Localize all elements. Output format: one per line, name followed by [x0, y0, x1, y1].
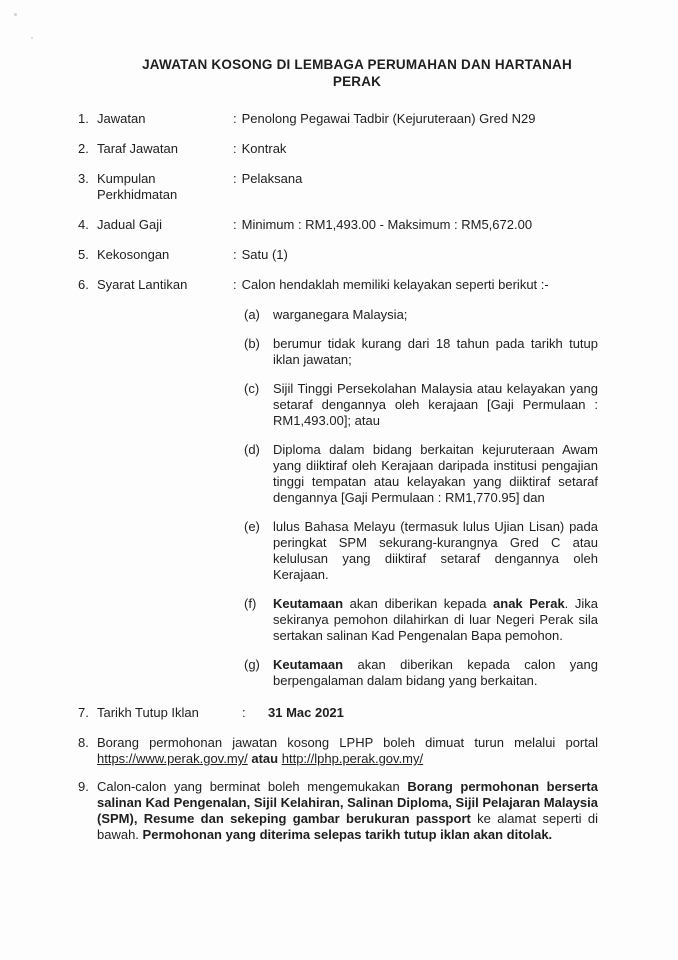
colon-separator: : — [242, 705, 246, 720]
text-run: Calon-calon yang berminat boleh mengemukakan — [97, 779, 408, 794]
text-run: Keutamaan — [273, 596, 344, 611]
field-number: 1. — [78, 111, 89, 126]
requirements-list — [244, 307, 598, 689]
requirement-text — [273, 596, 598, 644]
paragraph-download-info — [78, 735, 598, 767]
field-value — [233, 111, 598, 127]
requirement-marker: (e) — [244, 519, 260, 534]
text-run: Borang permohonan jawatan kosong LPHP boleh dimuat turun melalui portal — [97, 735, 598, 750]
paragraph-number: 8. — [78, 735, 89, 750]
document-content — [78, 56, 598, 855]
requirement-marker: (f) — [244, 596, 257, 611]
colon-separator: : — [233, 277, 237, 292]
text-run: ke alamat seperti di bawah. — [97, 811, 598, 842]
paragraph-text — [97, 779, 598, 843]
requirement-c — [244, 381, 598, 429]
field-number: 2. — [78, 141, 89, 156]
document-title: JAWATAN KOSONG DI LEMBAGA PERUMAHAN DAN HARTANAH PERAK — [142, 57, 572, 89]
field-value — [233, 247, 598, 263]
field-label: Jawatan — [97, 111, 146, 126]
field-value-text: Minimum : RM1,493.00 - Maksimum : RM5,672.00 — [241, 217, 533, 232]
field-number: 4. — [78, 217, 89, 232]
field-value-text: Penolong Pegawai Tadbir (Kejuruteraan) Gred N29 — [241, 111, 536, 126]
text-run: akan diberikan kepada — [343, 596, 494, 611]
field-jawatan — [78, 111, 598, 127]
field-value — [233, 217, 598, 233]
link-perak-portal[interactable]: https://www.perak.gov.my/ — [97, 751, 248, 766]
field-jadual-gaji — [78, 217, 598, 233]
requirement-text: Diploma dalam bidang berkaitan kejuruteraan Awam yang diiktiraf oleh Kerajaan daripada institusi pengajian tinggi tempatan atau kelayakan yang diiktiraf setaraf dengannya [Gaji Permulaan : RM1,770.95] dan — [273, 442, 598, 505]
text-run: akan diberikan kepada calon yang berpengalaman dalam bidang yang berkaitan. — [273, 657, 598, 688]
requirement-g — [244, 657, 598, 689]
field-kumpulan-perkhidmatan — [78, 171, 598, 203]
field-value — [233, 277, 598, 293]
colon-separator: : — [233, 111, 237, 126]
requirement-marker: (c) — [244, 381, 260, 396]
requirement-e — [244, 519, 598, 583]
text-run: anak Perak — [493, 596, 565, 611]
requirement-text — [273, 657, 598, 689]
requirement-marker: (b) — [244, 336, 260, 351]
requirement-b — [244, 336, 598, 368]
field-number: 7. — [78, 705, 89, 720]
paragraph-text — [97, 735, 598, 767]
field-label: Kumpulan Perkhidmatan — [97, 171, 178, 202]
field-label: Syarat Lantikan — [97, 277, 188, 292]
field-value-text: Pelaksana — [241, 171, 303, 186]
field-value — [233, 171, 598, 187]
colon-separator: : — [233, 217, 237, 232]
requirement-marker: (a) — [244, 307, 260, 322]
text-run: Permohonan yang diterima selepas tarikh tutup iklan akan ditolak. — [142, 827, 553, 842]
field-label: Jadual Gaji — [97, 217, 163, 232]
closing-date-value: 31 Mac 2021 — [268, 705, 344, 720]
field-label: Taraf Jawatan — [97, 141, 178, 156]
paragraph-application-instructions — [78, 779, 598, 843]
field-taraf-jawatan — [78, 141, 598, 157]
colon-separator: : — [233, 247, 237, 262]
requirement-a — [244, 307, 598, 323]
link-lphp-portal[interactable]: http://lphp.perak.gov.my/ — [281, 751, 424, 766]
field-value — [233, 141, 598, 157]
field-tarikh-tutup-iklan — [78, 705, 598, 721]
requirement-marker: (d) — [244, 442, 260, 457]
field-number: 5. — [78, 247, 89, 262]
text-run: atau — [247, 751, 282, 766]
colon-separator: : — [233, 171, 237, 186]
field-syarat-lantikan — [78, 277, 598, 293]
requirement-text: lulus Bahasa Melayu (termasuk lulus Ujian Lisan) pada peringkat SPM sekurang-kurangnya Gred C atau kelulusan yang diiktiraf setaraf dengannya oleh Kerajaan. — [273, 519, 598, 582]
requirement-d — [244, 442, 598, 506]
scan-speck — [14, 13, 17, 16]
colon-separator: : — [233, 141, 237, 156]
field-label: Kekosongan — [97, 247, 170, 262]
text-run: . Jika sekiranya pemohon dilahirkan di luar Negeri Perak sila sertakan salinan Kad Pengenalan Bapa pemohon. — [273, 596, 598, 643]
requirement-text: berumur tidak kurang dari 18 tahun pada tarikh tutup iklan jawatan; — [273, 336, 598, 367]
field-value-text: Satu (1) — [241, 247, 288, 262]
paragraph-number: 9. — [78, 779, 89, 794]
field-number: 6. — [78, 277, 89, 292]
text-run: Keutamaan — [273, 657, 344, 672]
scan-speck — [31, 37, 33, 39]
requirement-text: warganegara Malaysia; — [273, 307, 408, 322]
text-run: Borang permohonan berserta salinan Kad Pengenalan, Sijil Kelahiran, Salinan Diploma, Sijil Pelajaran Malaysia (SPM), Resume dan sekeping gambar berukuran passport — [97, 779, 598, 826]
requirement-text: Sijil Tinggi Persekolahan Malaysia atau kelayakan yang setaraf dengannya oleh kerajaan [Gaji Permulaan : RM1,493.00]; atau — [273, 381, 598, 428]
field-number: 3. — [78, 171, 89, 186]
field-value-text: Kontrak — [241, 141, 287, 156]
field-label: Tarikh Tutup Iklan — [97, 705, 199, 720]
requirement-marker: (g) — [244, 657, 260, 672]
requirement-f — [244, 596, 598, 644]
field-value-text: Calon hendaklah memiliki kelayakan seperti berikut :- — [241, 277, 549, 292]
field-kekosongan — [78, 247, 598, 263]
